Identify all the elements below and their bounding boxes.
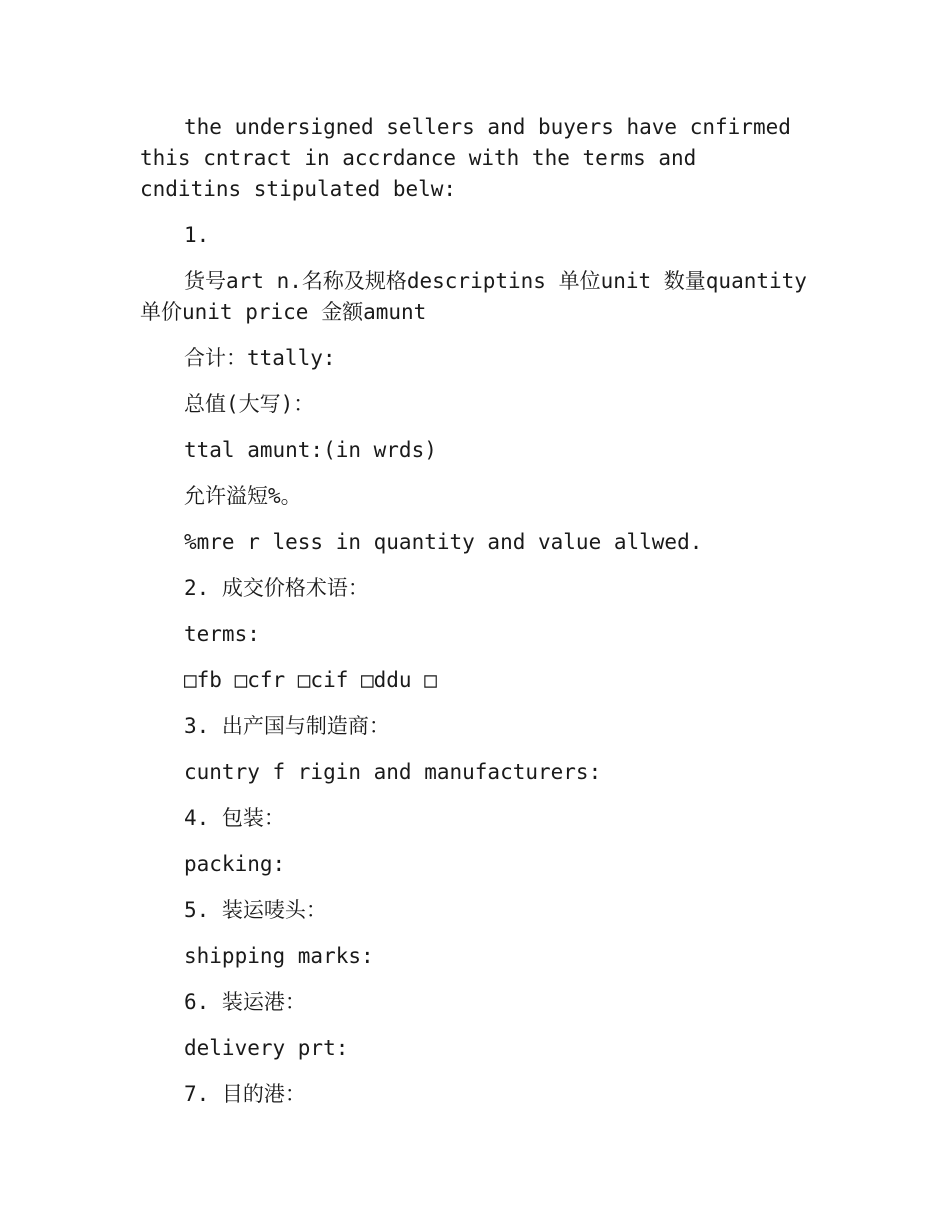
section-1-number: 1.	[184, 223, 210, 247]
total-label-line: 合计：ttally:	[184, 346, 336, 370]
section-4-packing-heading: 4. 包装：	[184, 806, 285, 830]
total-amount-in-words-line: ttal amunt:(in wrds)	[184, 438, 437, 462]
packing-line: packing:	[184, 852, 286, 876]
goods-table-header-line: 货号art n.名称及规格descriptins 单位unit 数量quantity 单价unit price 金额amunt	[140, 269, 807, 324]
shipping-marks-line: shipping marks:	[184, 944, 374, 968]
document-body	[140, 112, 810, 1125]
section-2-price-terms-heading: 2. 成交价格术语：	[184, 576, 369, 600]
incoterms-checkbox-line: □fb □cfr □cif □ddu □	[184, 668, 437, 692]
section-5-shipping-marks-heading: 5. 装运唛头：	[184, 898, 327, 922]
tolerance-en-line: %mre r less in quantity and value allwed.	[184, 530, 703, 554]
contract-intro-paragraph: the undersigned sellers and buyers have cnfirmed this cntract in accrdance with the terms and cnditins stipulated belw:	[140, 115, 791, 201]
section-7-destination-port-heading: 7. 目的港：	[184, 1082, 306, 1106]
section-6-delivery-port-heading: 6. 装运港：	[184, 990, 306, 1014]
country-of-origin-line: cuntry f rigin and manufacturers:	[184, 760, 602, 784]
delivery-port-line: delivery prt:	[184, 1036, 349, 1060]
tolerance-cn-line: 允许溢短%。	[184, 484, 302, 508]
total-value-uppercase-line: 总值(大写)：	[184, 392, 315, 416]
terms-label-line: terms:	[184, 622, 260, 646]
section-3-origin-heading: 3. 出产国与制造商：	[184, 714, 390, 738]
